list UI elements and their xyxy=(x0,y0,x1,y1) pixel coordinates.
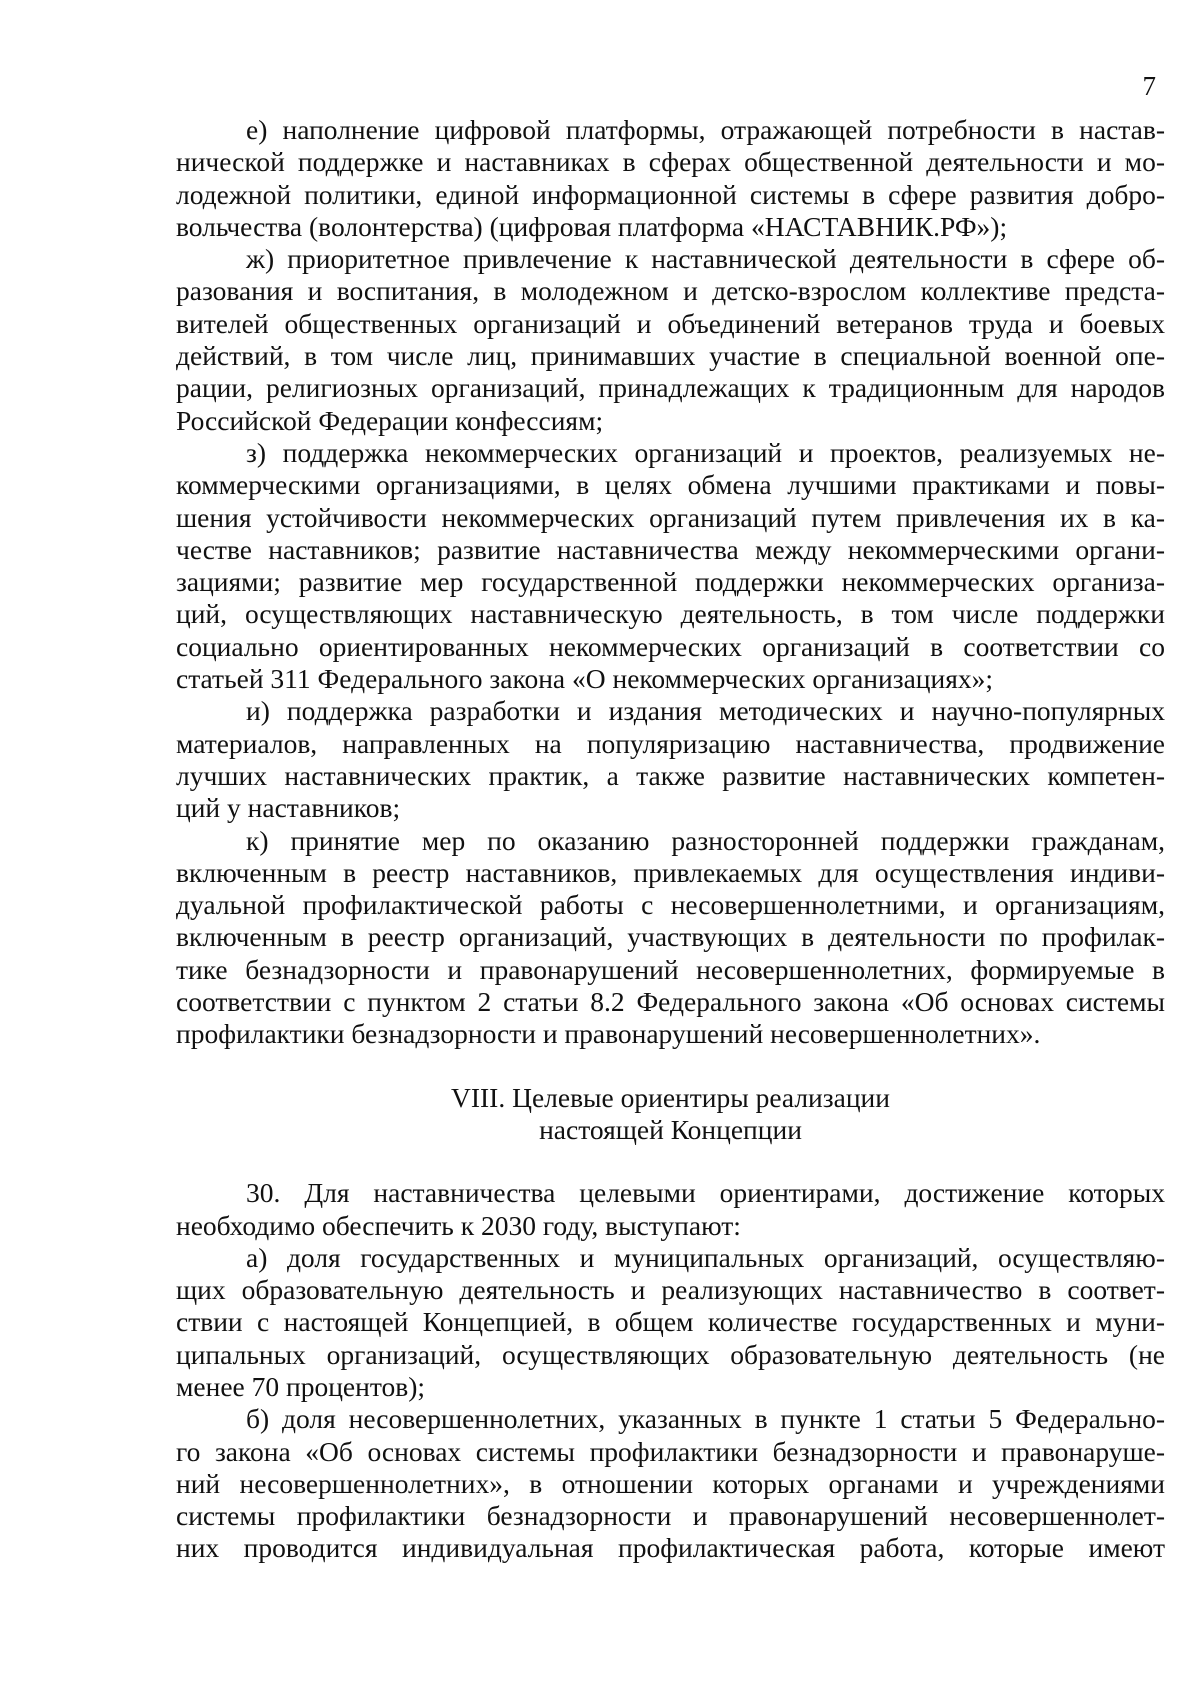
text-line: ствии с настоящей Концепцией, в общем количестве государственных и муни- xyxy=(176,1306,1165,1338)
text-line: разования и воспитания, в молодежном и детско-взрослом коллективе предста- xyxy=(176,275,1165,307)
text-line: системы профилактики безнадзорности и правонарушений несовершеннолет- xyxy=(176,1500,1165,1532)
document-body xyxy=(176,114,1165,1565)
page-number: 7 xyxy=(1142,71,1156,101)
paragraph-i xyxy=(176,695,1165,824)
text-line: Российской Федерации конфессиям; xyxy=(176,404,604,436)
paragraph-30 xyxy=(176,1177,1165,1242)
paragraph-z xyxy=(176,437,1165,695)
text-line: статьей 311 Федерального закона «О некоммерческих организациях»; xyxy=(176,663,994,695)
text-line: 30. Для наставничества целевыми ориентирами, достижение которых xyxy=(246,1177,1165,1209)
paragraph-a xyxy=(176,1242,1165,1403)
text-line: материалов, направленных на популяризацию наставничества, продвижение xyxy=(176,727,1165,759)
text-line: ций у наставников; xyxy=(176,792,401,824)
text-line: к) принятие мер по оказанию разносторонней поддержки гражданам, xyxy=(246,824,1165,856)
paragraph-k xyxy=(176,825,1165,1051)
paragraph-zh xyxy=(176,243,1165,437)
text-line: щих образовательную деятельность и реализующих наставничество в соответ- xyxy=(176,1274,1165,1306)
text-line: действий, в том числе лиц, принимавших участие в специальной военной опе- xyxy=(176,340,1165,372)
text-line: е) наполнение цифровой платформы, отражающей потребности в настав- xyxy=(246,114,1165,145)
text-line: дуальной профилактической работы с несовершеннолетними, и организациям, xyxy=(176,889,1165,921)
text-line: включенным в реестр наставников, привлекаемых для осуществления индиви- xyxy=(176,856,1165,888)
text-line: тике безнадзорности и правонарушений несовершеннолетних, формируемые в xyxy=(176,953,1165,985)
text-line: а) доля государственных и муниципальных организаций, осуществляю- xyxy=(246,1241,1165,1273)
text-line: б) доля несовершеннолетних, указанных в пункте 1 статьи 5 Федерально- xyxy=(246,1403,1165,1435)
text-line: з) поддержка некоммерческих организаций и проектов, реализуемых не- xyxy=(246,436,1165,468)
text-line: соответствии с пунктом 2 статьи 8.2 Федерального закона «Об основах системы xyxy=(176,986,1165,1018)
text-line: рации, религиозных организаций, принадлежащих к традиционным для народов xyxy=(176,372,1165,404)
paragraph-b xyxy=(176,1403,1165,1564)
text-line: коммерческими организациями, в целях обмена лучшими практиками и повы- xyxy=(176,469,1165,501)
text-line: ций, осуществляющих наставническую деятельность, в том числе поддержки xyxy=(176,598,1165,630)
text-line: лучших наставнических практик, а также развитие наставнических компетен- xyxy=(176,759,1165,791)
heading-line: настоящей Концепции xyxy=(539,1113,802,1145)
text-line: вольчества (волонтерства) (цифровая платформа «НАСТАВНИК.РФ»); xyxy=(176,210,1008,242)
text-line: ний несовершеннолетних», в отношении которых органами и учреждениями xyxy=(176,1467,1165,1499)
text-line: менее 70 процентов); xyxy=(176,1370,426,1402)
section-heading xyxy=(176,1082,1165,1147)
text-line: ж) приоритетное привлечение к наставнической деятельности в сфере об- xyxy=(246,243,1165,275)
text-line: лодежной политики, единой информационной системы в сфере развития добро- xyxy=(176,178,1165,210)
text-line: нической поддержке и наставниках в сферах общественной деятельности и мо- xyxy=(176,146,1165,178)
text-line: го закона «Об основах системы профилактики безнадзорности и правонаруше- xyxy=(176,1435,1165,1467)
text-line: профилактики безнадзорности и правонарушений несовершеннолетних». xyxy=(176,1018,1041,1050)
text-line: необходимо обеспечить к 2030 году, выступают: xyxy=(176,1209,741,1241)
text-line: честве наставников; развитие наставничества между некоммерческими органи- xyxy=(176,533,1165,565)
paragraph-e xyxy=(176,114,1165,243)
spacer xyxy=(176,1051,1165,1082)
text-line: и) поддержка разработки и издания методических и научно-популярных xyxy=(246,695,1165,727)
text-line: шения устойчивости некоммерческих организаций путем привлечения их в ка- xyxy=(176,501,1165,533)
text-line: вителей общественных организаций и объединений ветеранов труда и боевых xyxy=(176,307,1165,339)
text-line: ципальных организаций, осуществляющих образовательную деятельность (не xyxy=(176,1338,1165,1370)
text-line: социально ориентированных некоммерческих организаций в соответствии со xyxy=(176,630,1165,662)
spacer xyxy=(176,1146,1165,1177)
text-line: включенным в реестр организаций, участвующих в деятельности по профилак- xyxy=(176,921,1165,953)
text-line: них проводится индивидуальная профилактическая работа, которые имеют xyxy=(176,1532,1165,1564)
text-line: зациями; развитие мер государственной поддержки некоммерческих организа- xyxy=(176,566,1165,598)
heading-line: VIII. Целевые ориентиры реализации xyxy=(451,1081,890,1113)
